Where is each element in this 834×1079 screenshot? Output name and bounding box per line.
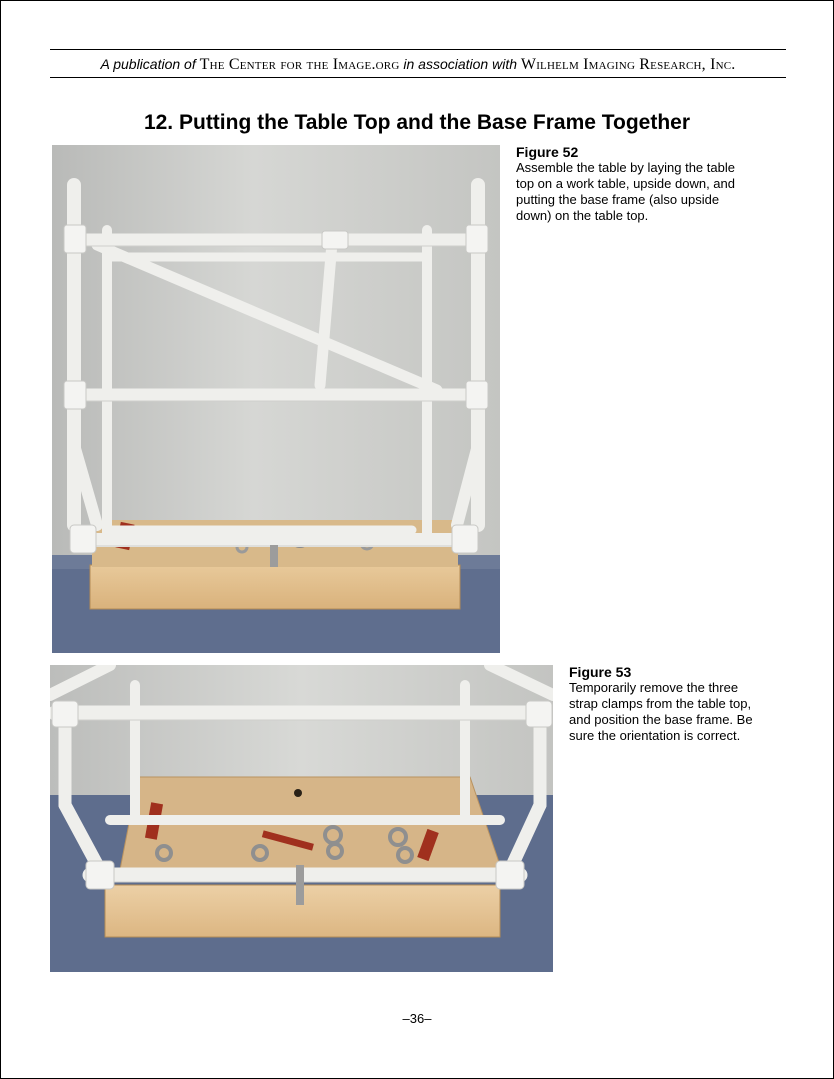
- figure-53-caption: [569, 664, 769, 744]
- header-prefix: A publication of: [100, 56, 196, 72]
- figure-53-label: Figure 53: [569, 664, 632, 680]
- header-org-center: The Center for the Image.org: [199, 56, 400, 73]
- page-number: –36–: [402, 1011, 432, 1026]
- header-bottom-rule: [50, 77, 786, 78]
- figure-53-text: Temporarily remove the three strap clamps from the table top, and position the base frame. Be sure the orientation is correct.: [569, 680, 753, 743]
- header-top-rule: [50, 49, 786, 50]
- publication-header: [50, 56, 786, 73]
- header-middle: in association with: [403, 56, 517, 72]
- figure-52-label: Figure 52: [516, 144, 579, 160]
- section-title: 12. Putting the Table Top and the Base Frame Together: [143, 111, 691, 134]
- figure-52-caption: [516, 144, 756, 224]
- figure-52-photo: [52, 145, 500, 653]
- figure-52-text: Assemble the table by laying the table top on a work table, upside down, and putting the base frame (also upside down) on the table top.: [516, 160, 735, 223]
- figure-53-photo: [50, 665, 553, 972]
- header-org-wilhelm: Wilhelm Imaging Research, Inc.: [520, 56, 736, 73]
